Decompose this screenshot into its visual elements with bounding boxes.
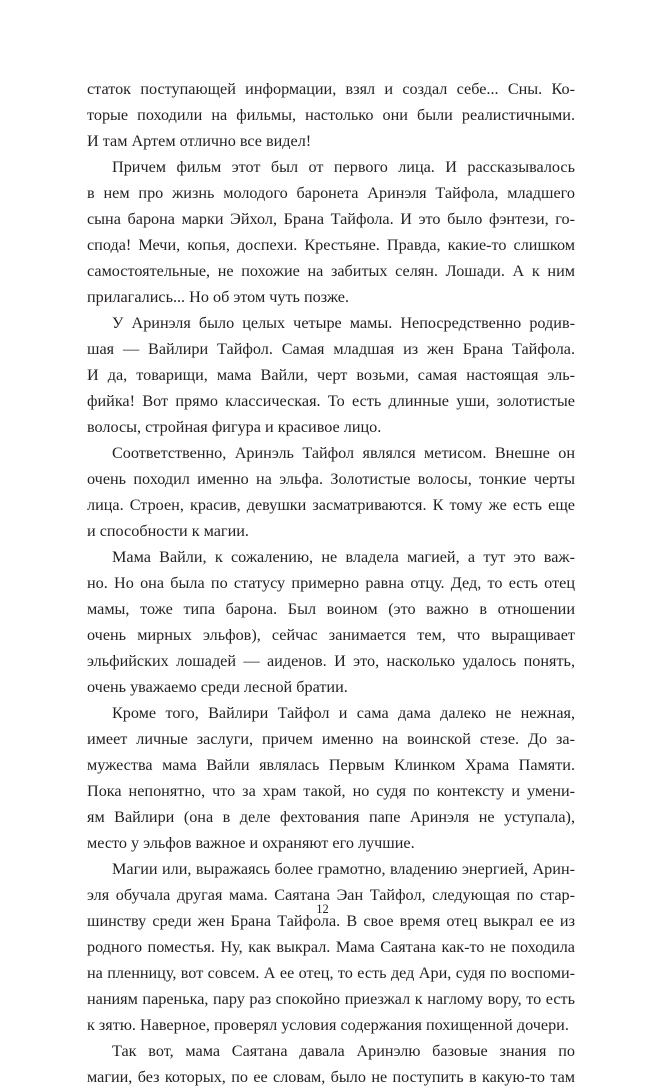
text-line: лица. Строен, красив, девушки засматриваются. К тому же есть еще (87, 496, 575, 514)
paragraph (87, 154, 575, 310)
text-line: сына барона марки Эйхол, Брана Тайфола. И это было фэнтези, го- (87, 210, 575, 228)
text-line: имеет личные заслуги, причем именно на воинской стезе. До за- (87, 730, 575, 748)
text-line: шая — Вайлири Тайфол. Самая младшая из жен Брана Тайфола. (87, 340, 575, 358)
text-line: и способности к магии. (87, 522, 249, 540)
text-line: волосы, стройная фигура и красивое лицо. (87, 418, 382, 436)
text-line: И там Артем отлично все видел! (87, 132, 312, 150)
text-line: наниям паренька, пару раз спокойно приезжал к наглому вору, то есть (87, 990, 575, 1008)
paragraph (87, 76, 575, 154)
text-line: эльфийских лошадей — аиденов. И это, насколько удалось понять, (87, 652, 575, 670)
paragraph (87, 310, 575, 440)
body-text (87, 76, 575, 1090)
text-line: но. Но она была по статусу примерно равна отцу. Дед, то есть отец (87, 574, 575, 592)
text-line: в нем про жизнь молодого баронета Аринэля Тайфола, младшего (87, 184, 575, 202)
text-line: к зятю. Наверное, проверял условия содержания похищенной дочери. (87, 1016, 569, 1034)
text-line: фийка! Вот прямо классическая. То есть длинные уши, золотистые (87, 392, 575, 410)
text-line: на пленницу, вот совсем. А ее отец, то есть дед Ари, судя по воспоми- (87, 964, 575, 982)
text-line: Пока непонятно, что за храм такой, но судя по контексту и умени- (87, 782, 575, 800)
paragraph (87, 544, 575, 700)
text-line: очень мирных эльфов), сейчас занимается тем, что выращивает (87, 626, 575, 644)
text-line: Соответственно, Аринэль Тайфол являлся метисом. Внешне он (112, 444, 575, 462)
text-line: И да, товарищи, мама Вайли, черт возьми, самая настоящая эль- (87, 366, 575, 384)
text-line: У Аринэля было целых четыре мамы. Непосредственно родив- (112, 314, 575, 332)
text-line: магии, без которых, по ее словам, было не поступить в какую-то там (87, 1068, 575, 1086)
text-line: мужества мама Вайли являлась Первым Клинком Храма Памяти. (87, 756, 575, 774)
page-number: 12 (316, 902, 329, 916)
text-line: Магии или, выражаясь более грамотно, владению энергией, Арин- (112, 860, 575, 878)
text-line: торые походили на фильмы, настолько они были реалистичными. (87, 106, 575, 124)
text-line: Причем фильм этот был от первого лица. И рассказывалось (112, 158, 575, 176)
text-line: Так вот, мама Саятана давала Аринэлю базовые знания по (112, 1042, 575, 1060)
text-line: шинству среди жен Брана Тайфола. В свое время отец выкрал ее из (87, 912, 575, 930)
text-line: ям Вайлири (она в деле фехтования папе Аринэля не уступала), (87, 808, 575, 826)
paragraph (87, 1038, 575, 1090)
text-line: Кроме того, Вайлири Тайфол и сама дама далеко не нежная, (112, 704, 575, 722)
paragraph (87, 856, 575, 1038)
text-line: очень уважаемо среди лесной братии. (87, 678, 348, 696)
text-line: родного поместья. Ну, как выкрал. Мама Саятана как-то не походила (87, 938, 575, 956)
text-line: самостоятельные, не похожие на забитых селян. Лошади. А к ним (87, 262, 575, 280)
paragraph (87, 440, 575, 544)
text-line: Мама Вайли, к сожалению, не владела магией, а тут это важ- (112, 548, 575, 566)
text-line: очень походил именно на эльфа. Золотистые волосы, тонкие черты (87, 470, 575, 488)
text-line: прилагались... Но об этом чуть позже. (87, 288, 350, 306)
paragraph (87, 700, 575, 856)
text-line: место у эльфов важное и охраняют его лучшие. (87, 834, 415, 852)
text-line: спода! Мечи, копья, доспехи. Крестьяне. Правда, какие-то слишком (87, 236, 575, 254)
text-line: статок поступающей информации, взял и создал себе... Сны. Ко- (87, 80, 575, 98)
text-line: эля обучала другая мама. Саятана Эан Тайфол, следующая по стар- (87, 886, 575, 904)
text-line: мамы, тоже типа барона. Был воином (это важно в отношении (87, 600, 575, 618)
